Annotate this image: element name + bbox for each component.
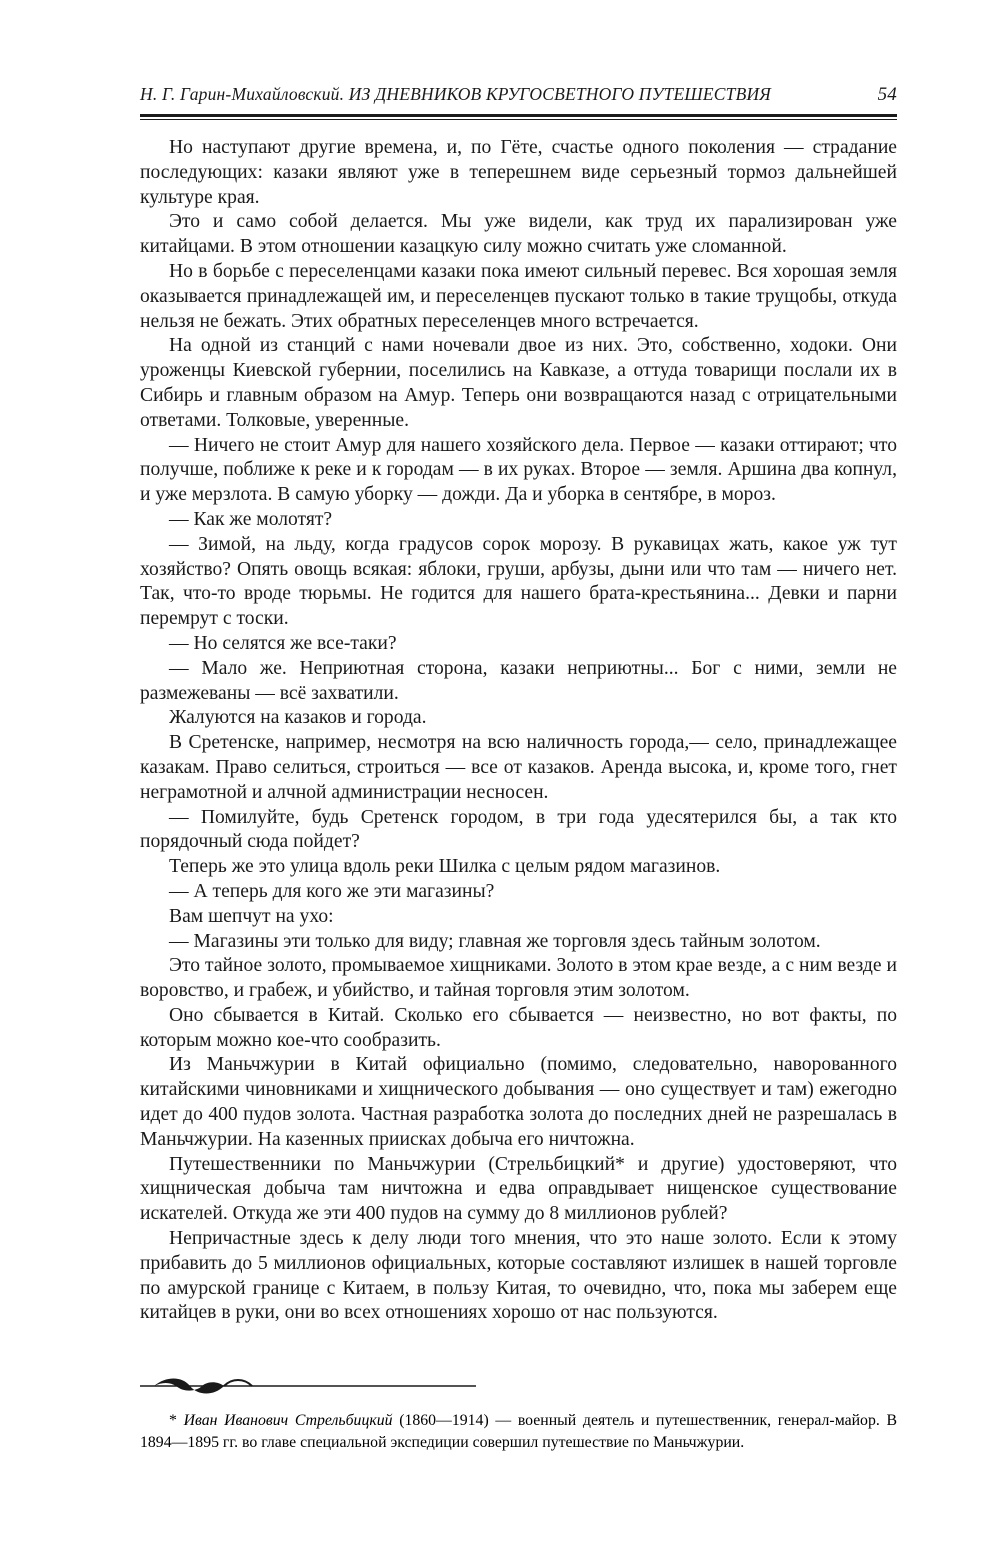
body-text — [140, 136, 897, 1326]
paragraph: — Ничего не стоит Амур для нашего хозяйского дела. Первое — казаки оттирают; что получше, поближе к реке и к городам — в их руках. Второе — земля. Аршина два копнул, и уже мерзлота. В самую уборку — дожди. Да и уборка в сентябре, в мороз. — [140, 434, 897, 506]
paragraph: Непричастные здесь к делу люди того мнения, что это наше золото. Если к этому прибавить до 5 миллионов официальных, которые составляют излишек в нашей торговле по амурской границе с Китаем, в пользу Китая, то очевидно, что, пока мы заберем еще китайцев в руки, они во всех отношениях хорошо от нас пользуются. — [140, 1228, 897, 1324]
footnote-person-name: Иван Иванович Стрельбицкий — [183, 1412, 393, 1429]
running-title: Н. Г. Гарин-Михайловский. ИЗ ДНЕВНИКОВ КРУГОСВЕТНОГО ПУТЕШЕСТВИЯ — [140, 84, 772, 104]
footnote-text: (1860—1914) — военный деятель и путешественник, генерал-майор. В 1894—1895 гг. во главе специальной экспедиции совершил путешествие по Маньчжурии. — [140, 1412, 897, 1451]
paragraph: Путешественники по Маньчжурии (Стрельбицкий* и другие) удостоверяют, что хищническая добыча там ничтожна и едва оправдывает нищенское существование искателей. Откуда же эти 400 пудов на сумму до 8 миллионов рублей? — [140, 1153, 897, 1225]
paragraph: Но наступают другие времена, и, по Гёте, счастье одного поколения — страдание последующих: казаки являют уже в теперешнем виде серьезный тормоз дальнейшей культуре края. — [140, 137, 897, 208]
paragraph: На одной из станций с нами ночевали двое из них. Это, собственно, ходоки. Они уроженцы Киевской губернии, поселились на Кавказе, а оттуда товарищи послали их в Сибирь и главным образом на Амур. Теперь они возвращаются назад с отрицательными ответами. Толковые, уверенные. — [140, 335, 897, 431]
paragraph: — Магазины эти только для виду; главная же торговля здесь тайным золотом. — [169, 930, 821, 952]
paragraph: Оно сбывается в Китай. Сколько его сбывается — неизвестно, но вот факты, по которым можно кое-что сообразить. — [140, 1004, 897, 1051]
page-number: 54 — [877, 84, 897, 105]
paragraph: — Как же молотят? — [169, 508, 333, 530]
paragraph: — Мало же. Неприютная сторона, казаки неприютны... Бог с ними, земли не размежеваны — всё захватили. — [140, 657, 897, 704]
footnote-ornament-divider — [140, 1372, 476, 1400]
paragraph: — Зимой, на льду, когда градусов сорок морозу. В рукавицах жать, какое уж тут хозяйство? Опять овощь всякая: яблоки, груши, арбузы, дыни или что там — ничего нет. Так, что-то вроде тюрьмы. Не годится для нашего брата-крестьянина... Девки и парни перемрут с тоски. — [140, 533, 897, 630]
header-rule — [140, 114, 897, 120]
paragraph: В Сретенске, например, несмотря на всю наличность города,— село, принадлежащее казакам. Право селиться, строиться — все от казаков. Аренда высока, и, кроме того, гнет неграмотной и алчной администрации несносен. — [140, 732, 897, 803]
paragraph: Но в борьбе с переселенцами казаки пока имеют сильный перевес. Вся хорошая земля оказывается принадлежащей им, и переселенцев пускают только в такие трущобы, откуда нельзя не бежать. Этих обратных переселенцев много встречается. — [140, 260, 897, 332]
paragraph: Жалуются на казаков и города. — [169, 707, 427, 729]
paragraph: Это тайное золото, промываемое хищниками. Золото в этом крае везде, а с ним везде и воровство, и грабеж, и убийство, и тайная торговля этим золотом. — [140, 955, 897, 1002]
footnote-marker: * — [169, 1412, 184, 1429]
paragraph: Теперь же это улица вдоль реки Шилка с целым рядом магазинов. — [169, 856, 721, 878]
book-page — [140, 84, 897, 1326]
paragraph: Вам шепчут на ухо: — [169, 905, 334, 927]
footnote — [140, 1410, 897, 1453]
running-header — [140, 84, 897, 108]
paragraph: — А теперь для кого же эти магазины? — [169, 880, 495, 902]
footnote-area — [140, 1372, 897, 1453]
paragraph: Это и само собой делается. Мы уже видели, как труд их парализирован уже китайцами. В этом отношении казацкую силу можно считать уже сломанной. — [140, 211, 897, 258]
paragraph: Из Маньчжурии в Китай официально (помимо, следовательно, наворованного китайскими чиновниками и хищнического добывания — оно существует и там) ежегодно идет до 400 пудов золота. Частная разработка золота до последних дней не разрешалась в Маньчжурии. На казенных приисках добыча его ничтожна. — [140, 1054, 897, 1150]
paragraph: — Но селятся же все-таки? — [169, 632, 397, 654]
paragraph: — Помилуйте, будь Сретенск городом, в три года удесятерился бы, а так кто порядочный сюда пойдет? — [140, 806, 897, 853]
